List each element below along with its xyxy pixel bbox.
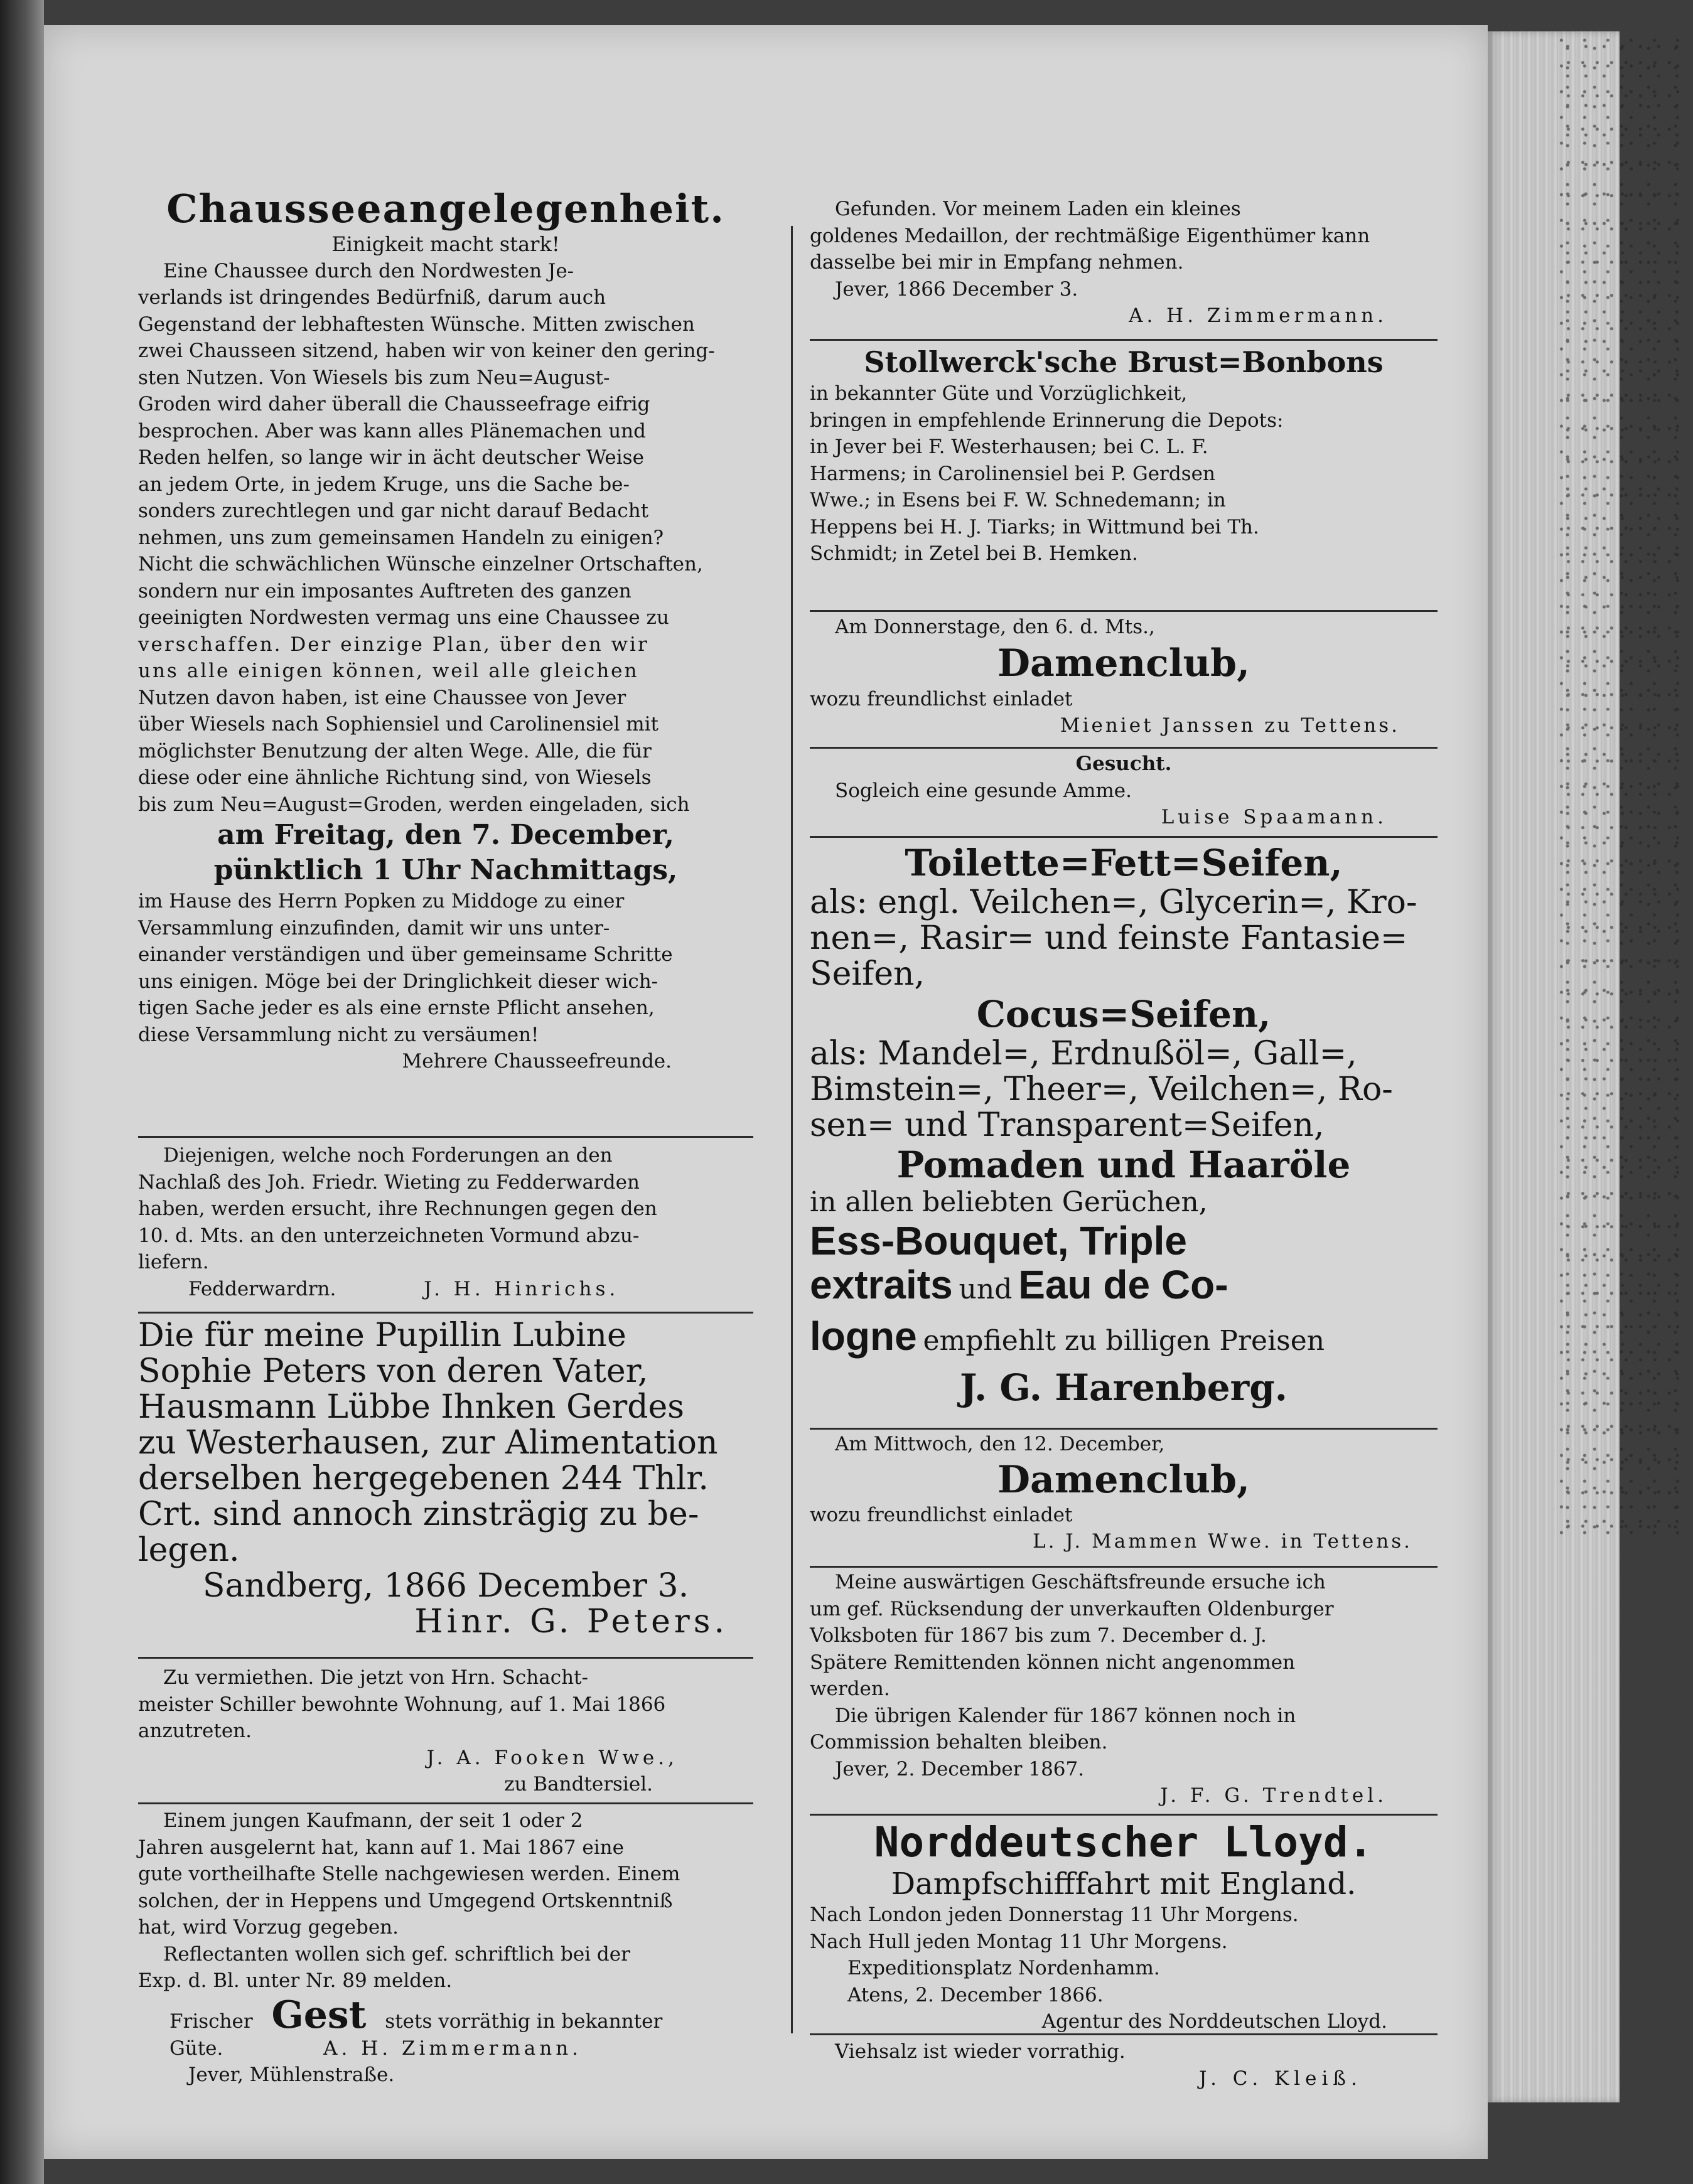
- gesucht-notice: [810, 751, 1438, 831]
- text-line: sen= und Transparent=Seifen,: [810, 1106, 1325, 1144]
- gest-post: stets vorräthig in bekannter: [385, 2010, 663, 2033]
- extraits-word: extraits: [810, 1262, 953, 1307]
- text-line: nehmen, uns zum gemeinsamen Handeln zu einigen?: [138, 526, 664, 549]
- seifen-ad: [810, 841, 1438, 1410]
- text-line: Gefunden. Vor meinem Laden ein kleines: [835, 198, 1241, 220]
- text-line: an jedem Orte, in jedem Kruge, uns die Sache be-: [138, 473, 630, 496]
- book-binding-shadow: [0, 0, 44, 2184]
- club1-date: Am Donnerstage, den 6. d. Mts.,: [835, 616, 1155, 638]
- meeting-date: am Freitag, den 7. December,: [217, 819, 674, 851]
- text-line: bringen in empfehlende Erinnerung die Depots:: [810, 409, 1284, 432]
- text-line: Jahren ausgelernt hat, kann auf 1. Mai 1867 eine: [138, 1836, 624, 1859]
- vermiethen-name: J. A. Fooken Wwe.,: [426, 1746, 678, 1769]
- text-line: Die übrigen Kalender für 1867 können noch in: [835, 1704, 1296, 1727]
- pomaden-line: in allen beliebten Gerüchen,: [810, 1186, 1208, 1218]
- viehsalz-name: J. C. Kleiß.: [1199, 2067, 1362, 2090]
- text-line: verlands ist dringendes Bedürfniß, darum auch: [138, 286, 606, 309]
- text-line: meister Schiller bewohnte Wohnung, auf 1. Mai 1866: [138, 1693, 666, 1716]
- text-line: 10. d. Mts. an den unterzeichneten Vormund abzu-: [138, 1224, 640, 1247]
- gest-pre: Frischer: [169, 2010, 253, 2033]
- vermiethen-notice: [138, 1664, 753, 1798]
- text-line: Hausmann Lübbe Ihnken Gerdes: [138, 1388, 684, 1426]
- rule: [810, 1428, 1438, 1430]
- page-speckle: [1557, 38, 1682, 1544]
- chaussee-motto: Einigkeit macht stark!: [331, 232, 560, 256]
- rule: [810, 1566, 1438, 1568]
- text-line: Crt. sind annoch zinsträgig zu be-: [138, 1496, 699, 1533]
- text-line: uns einigen. Möge bei der Dringlichkeit dieser wich-: [138, 970, 658, 993]
- rule: [138, 1657, 753, 1659]
- rule: [138, 1802, 753, 1804]
- text-line: tigen Sache jeder es als eine ernste Pflicht ansehen,: [138, 997, 655, 1019]
- damenclub-2: [810, 1431, 1438, 1555]
- damenclub-1: [810, 614, 1438, 739]
- club1-invite: wozu freundlichst einladet: [810, 687, 1073, 710]
- rule: [810, 2033, 1438, 2035]
- gest-word: Gest: [271, 1993, 367, 2037]
- gest-notice: [138, 1993, 753, 2089]
- peters-date: Sandberg, 1866 December 3.: [202, 1567, 689, 1605]
- text-line: Schmidt; in Zetel bei B. Hemken.: [810, 542, 1138, 565]
- club1-name: Mieniet Janssen zu Tettens.: [1060, 714, 1400, 737]
- trendtel-notice: [810, 1569, 1438, 1809]
- text-line: haben, werden ersucht, ihre Rechnungen gegen den: [138, 1197, 657, 1220]
- text-line: Nutzen davon haben, ist eine Chaussee von Jever: [138, 686, 626, 709]
- stollwerck-ad: [810, 344, 1438, 567]
- text-line: Bimstein=, Theer=, Veilchen=, Ro-: [810, 1071, 1393, 1108]
- gest-name: A. H. Zimmermann.: [323, 2037, 583, 2060]
- gefunden-notice: [810, 196, 1438, 329]
- club2-name: L. J. Mammen Wwe. in Tettens.: [1033, 1530, 1412, 1553]
- text-line: Spätere Remittenden können nicht angenommen: [810, 1651, 1296, 1674]
- text-line: goldenes Medaillon, der rechtmäßige Eigenthümer kann: [810, 224, 1370, 247]
- text-line: besprochen. Aber was kann alles Plänemachen und: [138, 419, 646, 442]
- wieting-notice: [138, 1142, 753, 1302]
- text-line: Nach London jeden Donnerstag 11 Uhr Morgens.: [810, 1903, 1299, 1926]
- text-line: sonders zurechtlegen und gar nicht darauf Bedacht: [138, 500, 649, 522]
- chaussee-body-2: [138, 888, 753, 1048]
- viehsalz-line: Viehsalz ist wieder vorrathig.: [835, 2040, 1126, 2063]
- text-line: Harmens; in Carolinensiel bei P. Gerdsen: [810, 462, 1215, 485]
- stollwerck-title: Stollwerck'sche Brust=Bonbons: [864, 345, 1384, 379]
- text-line: derselben hergegebenen 244 Thlr.: [138, 1460, 709, 1497]
- text-line: werden.: [810, 1678, 890, 1700]
- chaussee-title: Chausseeangelegenheit.: [166, 186, 725, 232]
- text-line: Eine Chaussee durch den Nordwesten Je-: [163, 259, 574, 282]
- text-line: diese Versammlung nicht zu versäumen!: [138, 1023, 539, 1046]
- text-line: über Wiesels nach Sophiensiel und Carolinensiel mit: [138, 713, 658, 736]
- meeting-time: pünktlich 1 Uhr Nachmittags,: [213, 854, 678, 886]
- text-line: als: engl. Veilchen=, Glycerin=, Kro-: [810, 884, 1417, 921]
- chaussee-ad: [138, 187, 753, 1075]
- wieting-name: J. H. Hinrichs.: [424, 1277, 620, 1300]
- text-line: liefern.: [138, 1251, 209, 1273]
- text-line: als: Mandel=, Erdnußöl=, Gall=,: [810, 1035, 1357, 1073]
- lloyd-place: Expeditionsplatz Nordenhamm.: [847, 1957, 1160, 1979]
- chaussee-body: [138, 258, 753, 818]
- text-line: Wwe.; in Esens bei F. W. Schnedemann; in: [810, 489, 1226, 511]
- lloyd-title: Norddeutscher Lloyd.: [874, 1818, 1373, 1866]
- lloyd-agent: Agentur des Norddeutschen Lloyd.: [1041, 2010, 1387, 2033]
- empfiehlt-line: empfiehlt zu billigen Preisen: [923, 1325, 1325, 1357]
- trendtel-name: J. F. G. Trendtel.: [1160, 1784, 1387, 1807]
- text-line: Nach Hull jeden Montag 11 Uhr Morgens.: [810, 1930, 1228, 1953]
- peters-notice: [138, 1318, 753, 1640]
- text-line: geeinigten Nordwesten vermag uns eine Chaussee zu: [138, 606, 669, 629]
- rule: [810, 747, 1438, 749]
- text-line: Nachlaß des Joh. Friedr. Wieting zu Fedderwarden: [138, 1170, 640, 1194]
- text-line: in bekannter Güte und Vorzüglichkeit,: [810, 382, 1188, 405]
- seifen-title: Toilette=Fett=Seifen,: [905, 842, 1343, 884]
- und-word: und: [959, 1273, 1013, 1305]
- text-line: Nicht die schwächlichen Wünsche einzelner Ortschaften,: [138, 553, 703, 575]
- wieting-place: Fedderwardrn.: [188, 1277, 336, 1300]
- rule: [810, 610, 1438, 612]
- gesucht-name: Luise Spaamann.: [1161, 806, 1387, 828]
- chaussee-signature: Mehrere Chausseefreunde.: [402, 1050, 672, 1073]
- text-line: verschaffen. Der einzige Plan, über den wir: [138, 633, 649, 656]
- text-line: Heppens bei H. J. Tiarks; in Wittmund bei Th.: [810, 515, 1259, 538]
- text-line: Versammlung einzufinden, damit wir uns unter-: [138, 916, 610, 939]
- rule: [810, 836, 1438, 838]
- text-line: sten Nutzen. Von Wiesels bis zum Neu=August-: [138, 366, 610, 389]
- text-line: Gegenstand der lebhaftesten Wünsche. Mitten zwischen: [138, 313, 695, 336]
- text-line: Reflectanten wollen sich gef. schriftlich bei der: [163, 1942, 630, 1966]
- text-line: zu Westerhausen, zur Alimentation: [138, 1424, 718, 1462]
- rule: [138, 1312, 753, 1314]
- text-line: Meine auswärtigen Geschäftsfreunde ersuche ich: [835, 1571, 1326, 1593]
- gefunden-date: Jever, 1866 December 3.: [835, 277, 1078, 301]
- text-line: Volksboten für 1867 bis zum 7. December d. J.: [810, 1624, 1267, 1647]
- text-line: um gef. Rücksendung der unverkauften Oldenburger: [810, 1597, 1334, 1620]
- cocus-title: Cocus=Seifen,: [976, 993, 1271, 1036]
- lloyd-date: Atens, 2. December 1866.: [847, 1983, 1104, 2006]
- text-line: Commission behalten bleiben.: [810, 1731, 1108, 1753]
- text-line: möglichster Benutzung der alten Wege. Alle, die für: [138, 739, 652, 763]
- text-line: hat, wird Vorzug gegeben.: [138, 1916, 399, 1939]
- peters-name: Hinr. G. Peters.: [414, 1603, 728, 1641]
- club2-date: Am Mittwoch, den 12. December,: [835, 1433, 1165, 1455]
- gefunden-name: A. H. Zimmermann.: [1129, 304, 1387, 327]
- vermiethen-place: zu Bandtersiel.: [504, 1773, 653, 1796]
- text-line: Reden helfen, so lange wir in ächt deutscher Weise: [138, 446, 644, 469]
- text-line: im Hause des Herrn Popken zu Middoge zu einer: [138, 890, 625, 913]
- text-line: legen.: [138, 1531, 240, 1569]
- ess-bouquet-line: Ess-Bouquet, Triple: [810, 1218, 1187, 1263]
- kaufmann-notice: [138, 1807, 753, 1994]
- text-line: anzutreten.: [138, 1720, 252, 1742]
- text-line: dasselbe bei mir in Empfang nehmen.: [810, 251, 1184, 274]
- lloyd-ad: [810, 1819, 1438, 2035]
- rule: [810, 1814, 1438, 1816]
- text-line: diese oder eine ähnliche Richtung sind, von Wiesels: [138, 766, 652, 789]
- text-line: sondern nur ein imposantes Auftreten des ganzen: [138, 579, 632, 602]
- text-line: Groden wird daher überall die Chausseefrage eifrig: [138, 393, 650, 415]
- viehsalz-notice: [810, 2038, 1438, 2092]
- club2-title: Damenclub,: [997, 1457, 1250, 1502]
- text-line: Zu vermiethen. Die jetzt von Hrn. Schacht-: [163, 1666, 588, 1689]
- trendtel-date: Jever, 2. December 1867.: [835, 1757, 1085, 1780]
- text-line: einander verständigen und über gemeinsame Schritte: [138, 943, 673, 966]
- gesucht-line: Sogleich eine gesunde Amme.: [835, 779, 1132, 802]
- logne-word: logne: [810, 1314, 917, 1359]
- pomaden-title: Pomaden und Haaröle: [896, 1143, 1351, 1186]
- column-divider: [791, 226, 793, 2033]
- gest-line2: Güte.: [169, 2037, 223, 2060]
- rule: [810, 339, 1438, 341]
- gesucht-title: Gesucht.: [1075, 752, 1172, 775]
- text-line: nen=, Rasir= und feinste Fantasie=: [810, 919, 1408, 957]
- text-line: in Jever bei F. Westerhausen; bei C. L. F.: [810, 436, 1208, 458]
- text-line: bis zum Neu=August=Groden, werden eingeladen, sich: [138, 793, 690, 816]
- text-line: Diejenigen, welche noch Forderungen an den: [163, 1144, 613, 1167]
- text-line: Die für meine Pupillin Lubine: [138, 1317, 626, 1354]
- text-line: zwei Chausseen sitzend, haben wir von keiner den gering-: [138, 340, 715, 362]
- text-line: solchen, der in Heppens und Umgegend Ortskenntniß: [138, 1889, 673, 1912]
- harenberg-name: J. G. Harenberg.: [960, 1366, 1287, 1409]
- text-line: Sophie Peters von deren Vater,: [138, 1352, 648, 1390]
- text-line: Exp. d. Bl. unter Nr. 89 melden.: [138, 1969, 453, 1992]
- newspaper-page: [44, 25, 1488, 2159]
- club2-invite: wozu freundlichst einladet: [810, 1503, 1073, 1526]
- text-line: Seifen,: [810, 955, 925, 993]
- text-line: Einem jungen Kaufmann, der seit 1 oder 2: [163, 1809, 583, 1832]
- text-line: gute vortheilhafte Stelle nachgewiesen werden. Einem: [138, 1863, 680, 1885]
- eau-de-cologne-word: Eau de Co-: [1018, 1262, 1228, 1307]
- text-line: uns alle einigen können, weil alle gleichen: [138, 660, 639, 682]
- gest-place: Jever, Mühlenstraße.: [188, 2064, 395, 2086]
- club1-title: Damenclub,: [997, 641, 1250, 685]
- rule: [138, 1136, 753, 1138]
- lloyd-subtitle: Dampfschifffahrt mit England.: [891, 1866, 1357, 1902]
